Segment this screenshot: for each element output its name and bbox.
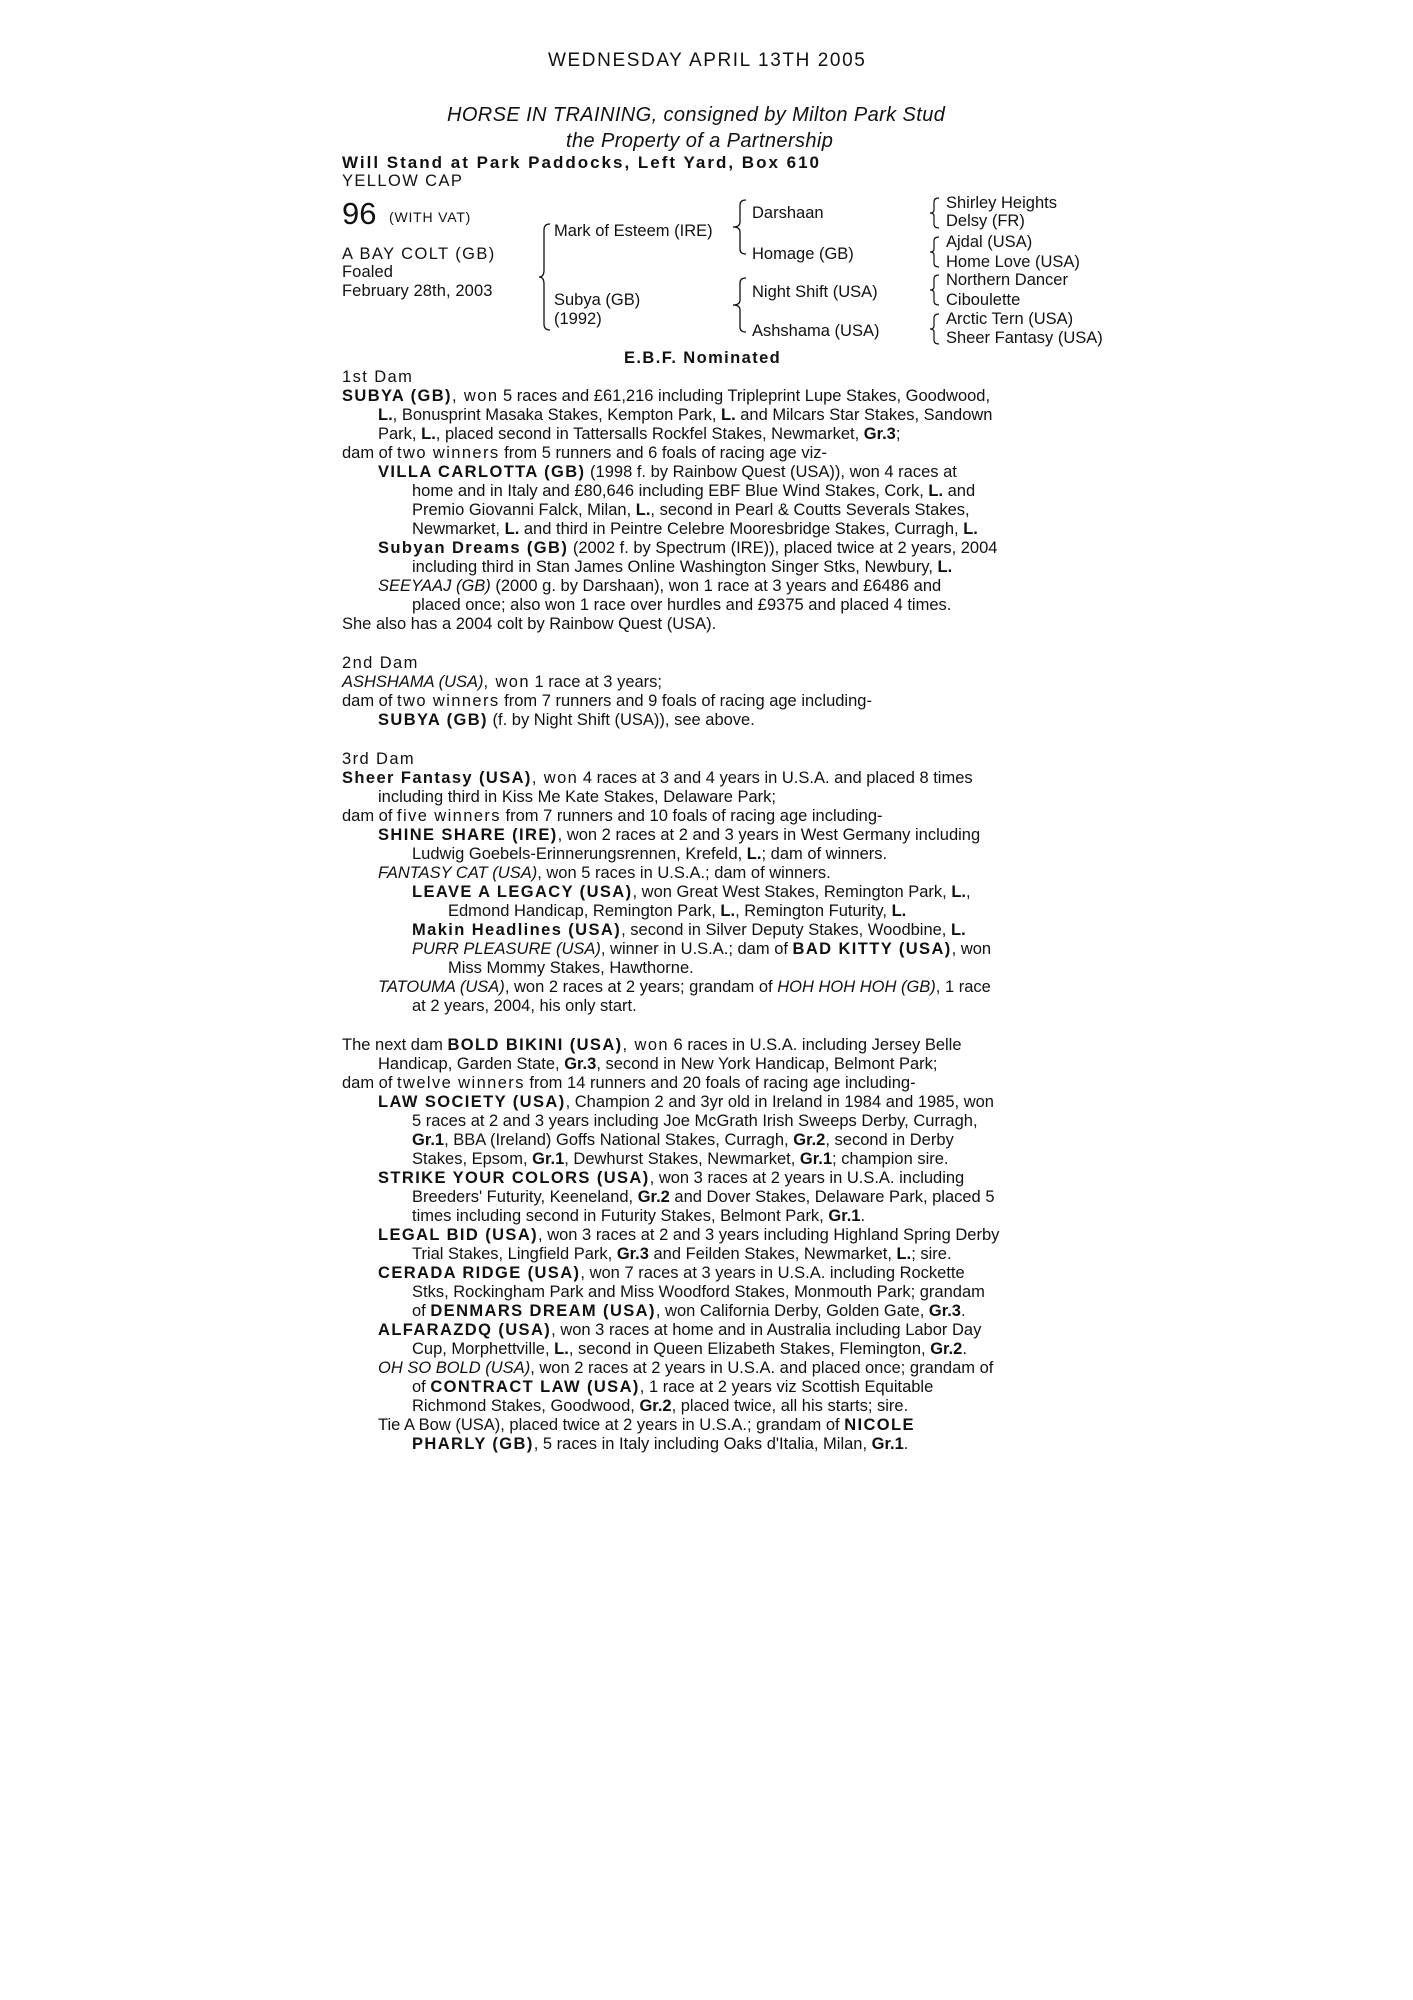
next-dam-section (342, 1036, 1078, 1454)
next-dam-line: LAW SOCIETY (USA), Champion 2 and 3yr old in Ireland in 1984 and 1985, won (378, 1093, 994, 1111)
first-dam-heading: 1st Dam (342, 368, 414, 386)
next-dam-line: Cup, Morphettville, L., second in Queen Elizabeth Stakes, Flemington, Gr.2. (412, 1340, 967, 1358)
second-dam-line: dam of two winners from 7 runners and 9 foals of racing age including- (342, 692, 872, 710)
consignment-line: HORSE IN TRAINING, consigned by Milton Park Stud (447, 104, 946, 126)
third-dam-heading: 3rd Dam (342, 750, 416, 768)
g-delsy: Delsy (FR) (946, 212, 1025, 230)
dam: Subya (GB) (554, 291, 641, 309)
cap-color: YELLOW CAP (342, 172, 464, 190)
third-dam-line: Sheer Fantasy (USA), won 4 races at 3 and 4 years in U.S.A. and placed 8 times (342, 769, 973, 787)
next-dam-line: CERADA RIDGE (USA), won 7 races at 3 years in U.S.A. including Rockette (378, 1264, 965, 1282)
first-dam-line: She also has a 2004 colt by Rainbow Quest (USA). (342, 615, 717, 633)
pedigree-brace-g1 (929, 196, 941, 230)
third-dam-line: Makin Headlines (USA), second in Silver Deputy Stakes, Woodbine, L. (412, 921, 966, 939)
next-dam-line: of DENMARS DREAM (USA), won California Derby, Golden Gate, Gr.3. (412, 1302, 966, 1320)
next-dam-line: Breeders' Futurity, Keeneland, Gr.2 and Dover Stakes, Delaware Park, placed 5 (412, 1188, 995, 1206)
stand-location: Will Stand at Park Paddocks, Left Yard, Box 610 (342, 153, 821, 172)
third-dam-line: Miss Mommy Stakes, Hawthorne. (448, 959, 694, 977)
g-northern-dancer: Northern Dancer (946, 271, 1068, 289)
second-dam-section (342, 654, 1078, 730)
g-ciboulette: Ciboulette (946, 291, 1021, 309)
pedigree-brace-g2 (929, 235, 941, 269)
first-dam-line: Park, L., placed second in Tattersalls Rockfel Stakes, Newmarket, Gr.3; (378, 425, 901, 443)
foaled-label: Foaled (342, 263, 394, 281)
foaled-date: February 28th, 2003 (342, 282, 493, 300)
next-dam-line: Stakes, Epsom, Gr.1, Dewhurst Stakes, Newmarket, Gr.1; champion sire. (412, 1150, 949, 1168)
first-dam-line: home and in Italy and £80,646 including EBF Blue Wind Stakes, Cork, L. and (412, 482, 976, 500)
dam-dam: Ashshama (USA) (752, 322, 880, 340)
pedigree-brace-main (538, 222, 552, 332)
pedigree-brace-dam (732, 276, 748, 334)
next-dam-line: Richmond Stakes, Goodwood, Gr.2, placed twice, all his starts; sire. (412, 1397, 909, 1415)
next-dam-line: Tie A Bow (USA), placed twice at 2 years in U.S.A.; grandam of NICOLE (378, 1416, 915, 1434)
pedigree-brace-g4 (929, 312, 941, 346)
third-dam-line: at 2 years, 2004, his only start. (412, 997, 637, 1015)
third-dam-line: Edmond Handicap, Remington Park, L., Remington Futurity, L. (448, 902, 907, 920)
pedigree-brace-g3 (929, 273, 941, 307)
next-dam-line: LEGAL BID (USA), won 3 races at 2 and 3 years including Highland Spring Derby (378, 1226, 1000, 1244)
next-dam-line: Gr.1, BBA (Ireland) Goffs National Stakes, Curragh, Gr.2, second in Derby (412, 1131, 954, 1149)
g-ajdal: Ajdal (USA) (946, 233, 1033, 251)
g-arctic-tern: Arctic Tern (USA) (946, 310, 1074, 328)
g-shirley-heights: Shirley Heights (946, 194, 1057, 212)
second-dam-line: ASHSHAMA (USA), won 1 race at 3 years; (342, 673, 663, 691)
first-dam-line: Newmarket, L. and third in Peintre Celebre Mooresbridge Stakes, Curragh, L. (412, 520, 978, 538)
next-dam-line: PHARLY (GB), 5 races in Italy including Oaks d'Italia, Milan, Gr.1. (412, 1435, 909, 1453)
third-dam-line: including third in Kiss Me Kate Stakes, Delaware Park; (378, 788, 777, 806)
third-dam-line: Ludwig Goebels-Erinnerungsrennen, Krefeld, L.; dam of winners. (412, 845, 888, 863)
second-dam-line: SUBYA (GB) (f. by Night Shift (USA)), see above. (378, 711, 755, 729)
sire-dam: Homage (GB) (752, 245, 854, 263)
next-dam-line: Trial Stakes, Lingfield Park, Gr.3 and Feilden Stakes, Newmarket, L.; sire. (412, 1245, 952, 1263)
first-dam-line: VILLA CARLOTTA (GB) (1998 f. by Rainbow Quest (USA)), won 4 races at (378, 463, 957, 481)
third-dam-line: FANTASY CAT (USA), won 5 races in U.S.A.; dam of winners. (378, 864, 831, 882)
first-dam-line: dam of two winners from 5 runners and 6 foals of racing age viz- (342, 444, 827, 462)
third-dam-line: SHINE SHARE (IRE), won 2 races at 2 and 3 years in West Germany including (378, 826, 981, 844)
sire: Mark of Esteem (IRE) (554, 222, 713, 240)
next-dam-line: of CONTRACT LAW (USA), 1 race at 2 years viz Scottish Equitable (412, 1378, 934, 1396)
next-dam-line: times including second in Futurity Stakes, Belmont Park, Gr.1. (412, 1207, 866, 1225)
next-dam-line: OH SO BOLD (USA), won 2 races at 2 years in U.S.A. and placed once; grandam of (378, 1359, 994, 1377)
first-dam-line: SEEYAAJ (GB) (2000 g. by Darshaan), won 1 race at 3 years and £6486 and (378, 577, 942, 595)
next-dam-line: Stks, Rockingham Park and Miss Woodford Stakes, Monmouth Park; grandam (412, 1283, 985, 1301)
next-dam-line: The next dam BOLD BIKINI (USA), won 6 races in U.S.A. including Jersey Belle (342, 1036, 962, 1054)
g-sheer-fantasy: Sheer Fantasy (USA) (946, 329, 1103, 347)
sire-sire: Darshaan (752, 204, 824, 222)
vat-note: (WITH VAT) (389, 209, 472, 225)
pedigree-brace-sire (732, 198, 748, 256)
dam-year: (1992) (554, 310, 602, 328)
next-dam-line: ALFARAZDQ (USA), won 3 races at home and in Australia including Labor Day (378, 1321, 982, 1339)
next-dam-line: 5 races at 2 and 3 years including Joe McGrath Irish Sweeps Derby, Curragh, (412, 1112, 978, 1130)
next-dam-line: dam of twelve winners from 14 runners and 20 foals of racing age including- (342, 1074, 916, 1092)
next-dam-line: STRIKE YOUR COLORS (USA), won 3 races at 2 years in U.S.A. including (378, 1169, 965, 1187)
third-dam-line: TATOUMA (USA), won 2 races at 2 years; grandam of HOH HOH HOH (GB), 1 race (378, 978, 991, 996)
first-dam-line: including third in Stan James Online Washington Singer Stks, Newbury, L. (412, 558, 953, 576)
lot-description: A BAY COLT (GB) (342, 245, 496, 263)
g-home-love: Home Love (USA) (946, 253, 1080, 271)
sale-date: WEDNESDAY APRIL 13TH 2005 (548, 50, 867, 71)
ebf-nomination: E.B.F. Nominated (624, 349, 782, 367)
third-dam-line: LEAVE A LEGACY (USA), won Great West Stakes, Remington Park, L., (412, 883, 971, 901)
first-dam-section (342, 368, 1078, 634)
third-dam-line: PURR PLEASURE (USA), winner in U.S.A.; dam of BAD KITTY (USA), won (412, 940, 992, 958)
third-dam-section (342, 750, 1078, 1016)
property-line: the Property of a Partnership (566, 130, 834, 152)
dam-sire: Night Shift (USA) (752, 283, 878, 301)
first-dam-line: L., Bonusprint Masaka Stakes, Kempton Park, L. and Milcars Star Stakes, Sandown (378, 406, 993, 424)
first-dam-line: SUBYA (GB), won 5 races and £61,216 including Tripleprint Lupe Stakes, Goodwood, (342, 387, 991, 405)
third-dam-line: dam of five winners from 7 runners and 10 foals of racing age including- (342, 807, 883, 825)
first-dam-line: Subyan Dreams (GB) (2002 f. by Spectrum (IRE)), placed twice at 2 years, 2004 (378, 539, 998, 557)
lot-number: 96 (342, 196, 377, 231)
first-dam-line: Premio Giovanni Falck, Milan, L., second in Pearl & Coutts Severals Stakes, (412, 501, 970, 519)
first-dam-line: placed once; also won 1 race over hurdles and £9375 and placed 4 times. (412, 596, 952, 614)
second-dam-heading: 2nd Dam (342, 654, 419, 672)
next-dam-line: Handicap, Garden State, Gr.3, second in New York Handicap, Belmont Park; (378, 1055, 938, 1073)
